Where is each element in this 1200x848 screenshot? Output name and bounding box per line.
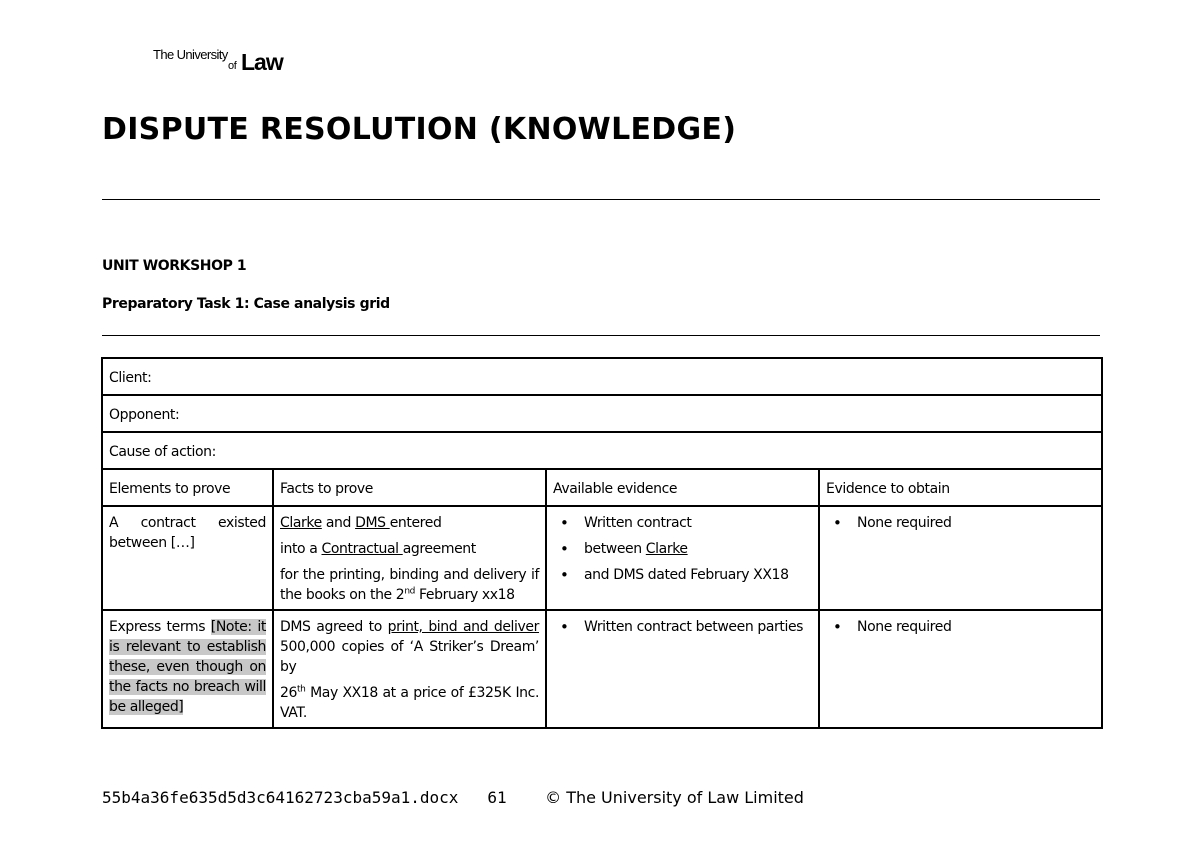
text-run: 26	[280, 685, 298, 701]
list-item: • None required	[857, 617, 1095, 637]
element-cell[interactable]	[102, 610, 273, 728]
party-clarke: Clarke	[645, 541, 688, 557]
list-item	[584, 539, 812, 559]
cause-cell[interactable]: Cause of action:	[102, 432, 1102, 469]
element-cell[interactable]: A contract existed between […]	[102, 506, 273, 610]
section-divider	[102, 335, 1100, 336]
evidence-to-obtain-cell[interactable]	[819, 610, 1102, 728]
highlighted-note: [Note: it is relevant to establish these, even though on the facts no breach will be alleged]	[109, 619, 266, 715]
obtain-list	[826, 617, 1095, 637]
ordinal-suffix: nd	[404, 586, 415, 597]
obtain-list	[826, 513, 1095, 533]
cause-row	[102, 432, 1102, 469]
facts-cell[interactable]	[273, 610, 546, 728]
text-run: between	[584, 541, 646, 557]
evidence-list	[553, 617, 812, 637]
text-run: DMS agreed to	[280, 619, 388, 635]
text-run: February xx18	[414, 587, 515, 603]
table-row	[102, 610, 1102, 728]
header-facts: Facts to prove	[273, 469, 546, 506]
evidence-list	[553, 513, 812, 585]
header-elements: Elements to prove	[102, 469, 273, 506]
ordinal-suffix: th	[297, 684, 306, 695]
footer-page-number: 61	[487, 788, 507, 807]
list-item: • None required	[857, 513, 1095, 533]
footer-copyright: © The University of Law Limited	[545, 788, 804, 807]
list-item: • Written contract	[584, 513, 812, 533]
table-row	[102, 506, 1102, 610]
logo-line-1: The University	[153, 47, 228, 62]
underlined-term: print, bind and deliver	[387, 619, 539, 635]
header-available-evidence: Available evidence	[546, 469, 819, 506]
text-run: 500,000 copies of ‘A Striker’s Dream’ by	[280, 639, 539, 675]
page-footer	[102, 788, 804, 807]
logo-line-2: of	[228, 60, 237, 72]
opponent-cell[interactable]: Opponent:	[102, 395, 1102, 432]
underlined-term: Contractual	[321, 541, 403, 557]
client-cell[interactable]: Client:	[102, 358, 1102, 395]
opponent-row	[102, 395, 1102, 432]
text-run: into a	[280, 541, 322, 557]
facts-paragraph	[280, 539, 539, 559]
header-evidence-to-obtain: Evidence to obtain	[819, 469, 1102, 506]
list-item: • and DMS dated February XX18	[584, 565, 812, 585]
title-divider	[102, 199, 1100, 200]
task-heading: Preparatory Task 1: Case analysis grid	[102, 296, 390, 312]
text-run: and	[321, 515, 356, 531]
text-run: for the printing, binding and delivery if the books on the 2	[280, 567, 539, 603]
evidence-to-obtain-cell[interactable]	[819, 506, 1102, 610]
facts-paragraph	[280, 565, 539, 605]
header-row	[102, 469, 1102, 506]
text-run: agreement	[402, 541, 476, 557]
footer-filename: 55b4a36fe635d5d3c64162723cba59a1.docx	[102, 788, 459, 807]
party-clarke: Clarke	[280, 515, 322, 531]
university-logo	[153, 46, 303, 76]
facts-paragraph	[280, 617, 539, 677]
facts-cell[interactable]	[273, 506, 546, 610]
facts-paragraph	[280, 683, 539, 723]
text-run: Express terms	[109, 619, 211, 635]
available-evidence-cell[interactable]	[546, 610, 819, 728]
case-analysis-grid	[101, 357, 1103, 729]
text-run: May XX18 at a price of £325K Inc. VAT.	[280, 685, 539, 721]
logo-line-3: Law	[241, 49, 283, 75]
available-evidence-cell[interactable]	[546, 506, 819, 610]
facts-paragraph	[280, 513, 539, 533]
client-row	[102, 358, 1102, 395]
document-title: DISPUTE RESOLUTION (KNOWLEDGE)	[102, 112, 737, 147]
unit-heading: UNIT WORKSHOP 1	[102, 258, 247, 274]
text-run: entered	[389, 515, 442, 531]
party-dms: DMS	[355, 515, 390, 531]
list-item: • Written contract between parties	[584, 617, 812, 637]
